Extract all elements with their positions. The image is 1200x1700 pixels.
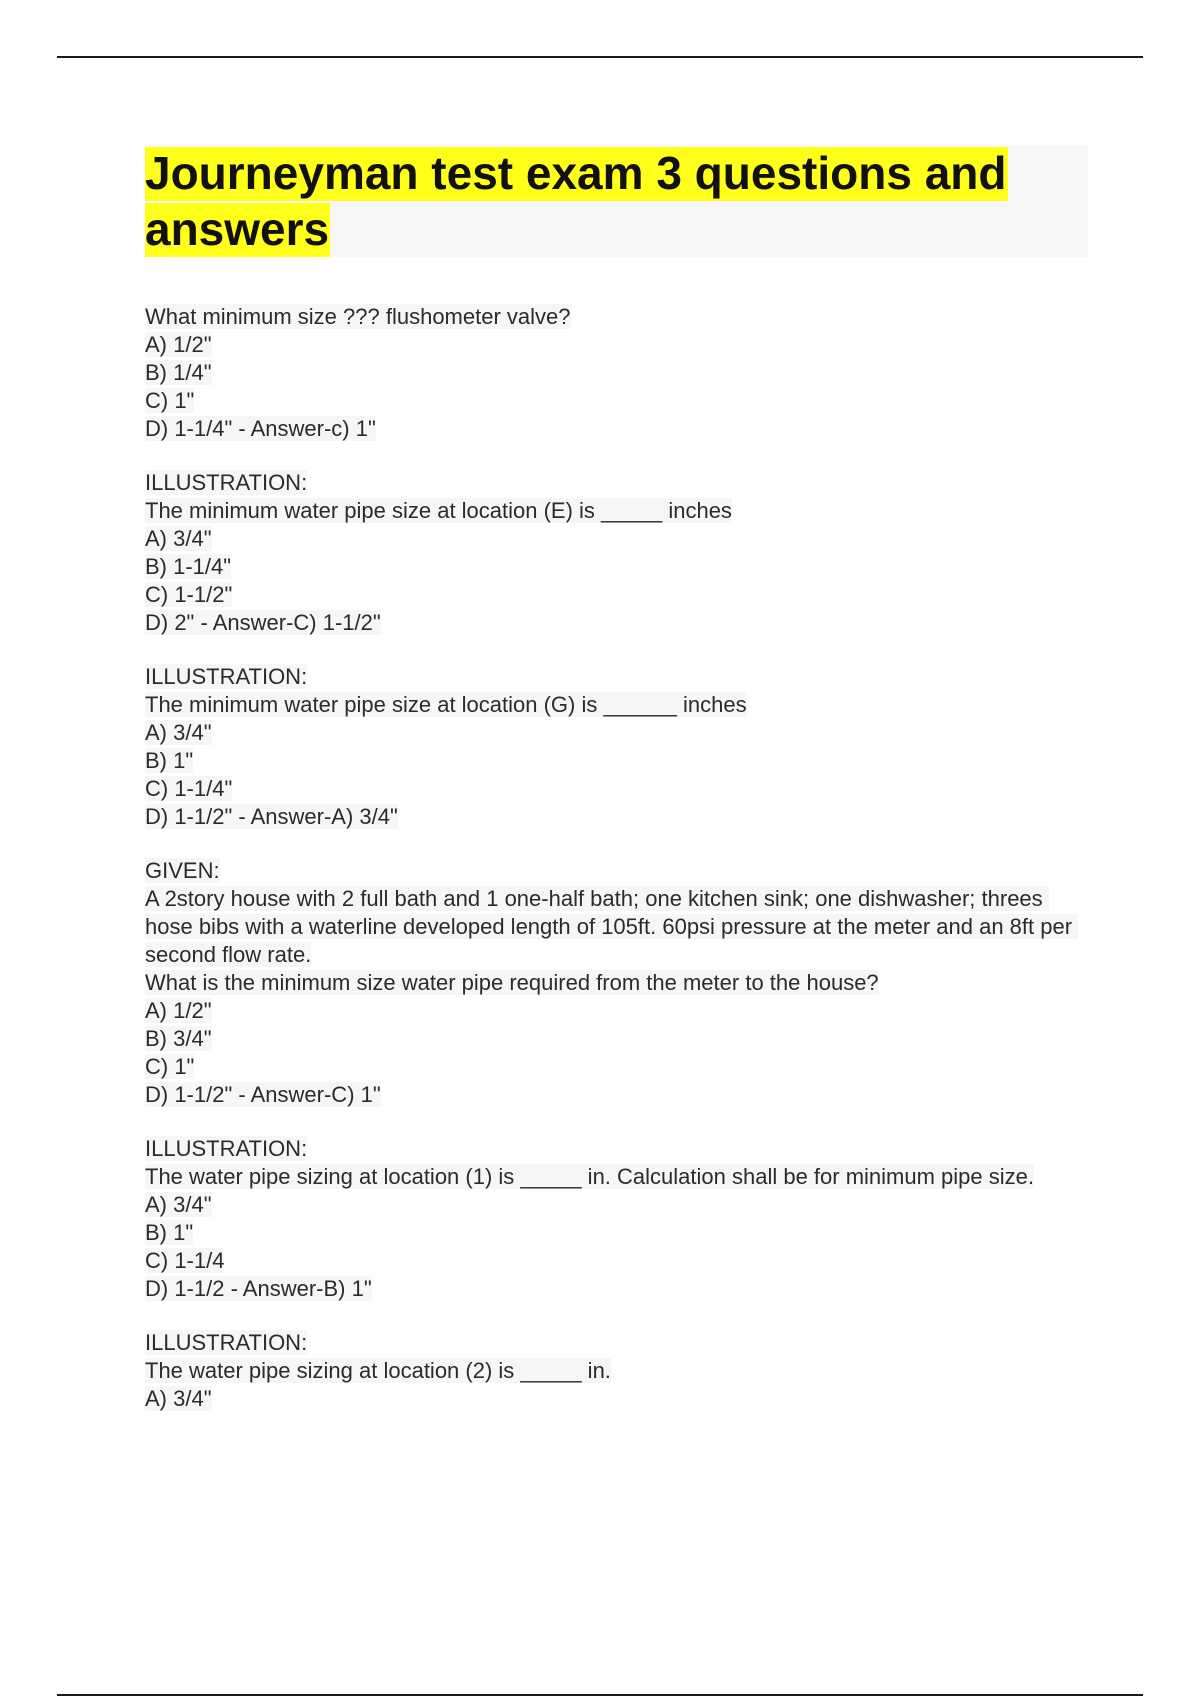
title-block [145,145,1088,257]
answer-option: C) 1-1/4 [145,1248,225,1273]
question-text: What minimum size ??? flushometer valve? [145,304,571,329]
question-block [145,857,1090,1109]
question-text: The minimum water pipe size at location (E) is _____ inches [145,498,732,523]
answer-option: A) 3/4" [145,1386,212,1411]
question-list [145,303,1090,1439]
question-text: The water pipe sizing at location (2) is _____ in. [145,1358,611,1383]
top-rule [57,56,1143,58]
question-text: The water pipe sizing at location (1) is _____ in. Calculation shall be for minimum pipe size. [145,1164,1034,1189]
answer-option: A) 3/4" [145,526,212,551]
question-block [145,469,1090,637]
answer-option: A) 3/4" [145,720,212,745]
answer-option-with-key: D) 1-1/2 - Answer-B) 1" [145,1276,372,1301]
question-text: The minimum water pipe size at location (G) is ______ inches [145,692,747,717]
question-text: What is the minimum size water pipe required from the meter to the house? [145,970,879,995]
answer-option-with-key: D) 1-1/2" - Answer-A) 3/4" [145,804,398,829]
question-scenario: A 2story house with 2 full bath and 1 one-half bath; one kitchen sink; one dishwasher; threes hose bibs with a waterline developed length of 105ft. 60psi pressure at the meter and an 8ft per second flow rate. [145,886,1079,967]
answer-option: B) 3/4" [145,1026,212,1051]
answer-option: B) 1/4" [145,360,212,385]
answer-option-with-key: D) 1-1/4" - Answer-c) 1" [145,416,376,441]
answer-option: B) 1" [145,1220,194,1245]
answer-option: C) 1" [145,1054,195,1079]
answer-option-with-key: D) 2" - Answer-C) 1-1/2" [145,610,381,635]
answer-option: C) 1" [145,388,195,413]
question-label: ILLUSTRATION: [145,1330,308,1355]
answer-option: B) 1" [145,748,194,773]
question-label: ILLUSTRATION: [145,470,308,495]
answer-option: C) 1-1/4" [145,776,233,801]
question-label: ILLUSTRATION: [145,1136,308,1161]
question-label: ILLUSTRATION: [145,664,308,689]
answer-option: B) 1-1/4" [145,554,232,579]
question-block [145,1329,1090,1413]
document-title: Journeyman test exam 3 questions and answers [145,147,1007,255]
question-block [145,303,1090,443]
answer-option: C) 1-1/2" [145,582,233,607]
answer-option: A) 3/4" [145,1192,212,1217]
question-block [145,663,1090,831]
answer-option-with-key: D) 1-1/2" - Answer-C) 1" [145,1082,381,1107]
answer-option: A) 1/2" [145,332,212,357]
bottom-rule [57,1694,1143,1696]
question-label: GIVEN: [145,858,220,883]
question-block [145,1135,1090,1303]
answer-option: A) 1/2" [145,998,212,1023]
